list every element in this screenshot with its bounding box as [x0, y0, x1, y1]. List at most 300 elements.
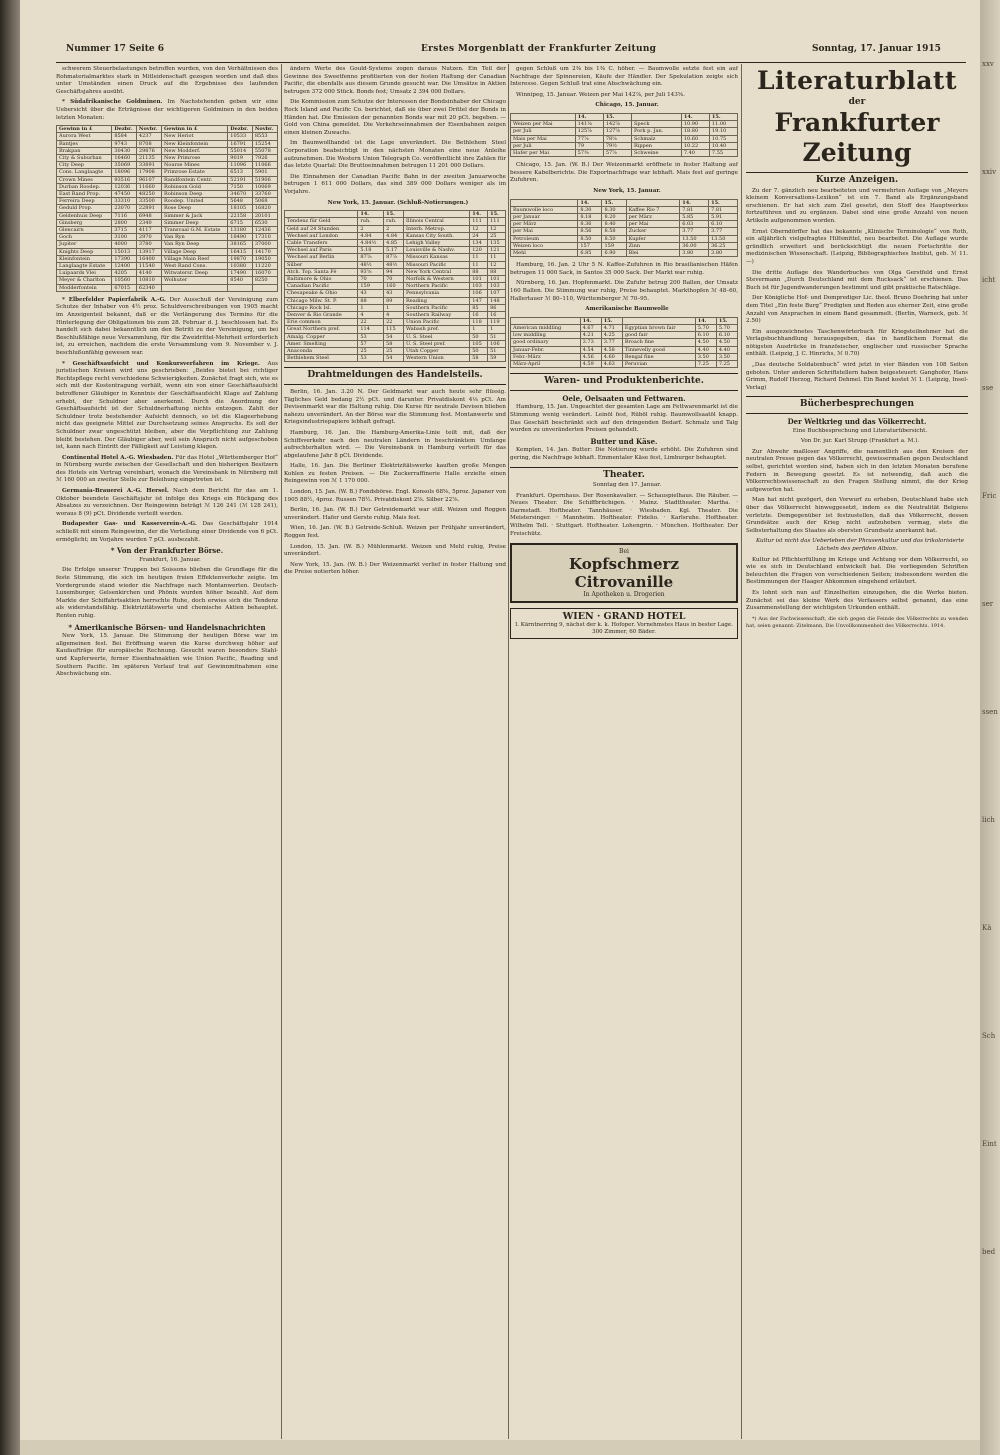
subsection-heading: Oele, Oelsaaten und Fettwaren. — [562, 393, 686, 403]
adjacent-page-snippet: sse — [982, 384, 994, 392]
table-cell: 121 — [488, 247, 506, 254]
table-cell: Louisville & Nashv. — [404, 247, 470, 254]
table-row — [57, 154, 278, 161]
newyork-commodities-table — [510, 199, 738, 258]
table-row — [285, 347, 506, 354]
table-cell: Zinn — [626, 242, 680, 249]
table-cell: 6513 — [228, 169, 253, 176]
article-text: Nach dem Bericht für das am 1. Oktober beendete Geschäftsjahr ist infolge des Kriegs ein Rückgang des Absatzes zu verzeichnen. Der Reingewinn beträgt ℳ 126 241 (ℳ 128 241), woraus 8 (9) pCt. Dividende verteilt werden. — [56, 488, 278, 517]
table-cell: 88 — [470, 268, 488, 275]
table-cell: 57⅞ — [603, 149, 631, 156]
table-cell: Geld auf 24 Stunden — [285, 225, 358, 232]
article-text: Chicago, 15. Jan. (W. B.) Der Weizenmarkt eröffnete in fester Haltung auf bessere Kabelberichte. Die Exportnachfrage war lebhaft. Mais fest auf geringe Zufuhren. — [510, 162, 738, 184]
table-cell: Wechsel auf Paris — [285, 247, 358, 254]
header-rule — [56, 62, 966, 63]
table-cell: 141⅛ — [575, 121, 603, 128]
table-cell: 4.54 — [580, 346, 601, 353]
table-cell: good ordinary — [511, 339, 581, 346]
table-cell: Witwatersr. Deep — [162, 270, 228, 277]
table-cell: Village Main Reef — [162, 255, 228, 262]
table-header-cell — [285, 211, 358, 218]
table-cell: 12 — [470, 225, 488, 232]
table-cell: 25 — [358, 347, 384, 354]
table-row — [511, 213, 738, 220]
table-cell: Weizen per Mai — [511, 121, 576, 128]
table-cell: Baumwolle loco — [511, 206, 578, 213]
table-title: Chicago, 15. Januar. — [595, 102, 659, 109]
table-cell: 35069 — [112, 162, 137, 169]
table-cell: Randfontein Centr. — [162, 176, 228, 183]
table-cell: Illinois Central — [404, 218, 470, 225]
table-cell: 5.85 — [680, 213, 709, 220]
table-row — [285, 355, 506, 362]
article-text: Berlin, 16. Jan. (W. B.) Der Getreidemarkt war still. Weizen und Roggen unverändert. Hafer und Gerste ruhig. Mais fest. — [284, 507, 506, 521]
table-cell: 7116 — [112, 212, 137, 219]
table-cell: 13180 — [228, 227, 253, 234]
theater-listings: Frankfurt. Opernhaus. Der Rosenkavalier. — Schauspielhaus. Die Räuber. — Neues Theater. Die Schiffbrüchigen. · Mainz. Stadttheater. Martha. · Darmstadt. Hoftheater. Tannhäuser. · Wiesbaden. Kgl. Theater. Die Meistersinger. · Mannheim. Hoftheater. Fidelio. · Karlsruhe. Hoftheater. Wilhelm Tell. · Stuttgart. Hoftheater. Lohengrin. · München. Hoftheater. Der Freischütz. — [510, 492, 738, 537]
table-cell: 8.18 — [578, 213, 602, 220]
table-row — [511, 324, 738, 331]
table-cell: 8.40 — [602, 221, 626, 228]
table-cell: City & Suburban — [57, 154, 112, 161]
table-cell: Wechsel auf London — [285, 232, 358, 239]
table-cell: 86 — [488, 304, 506, 311]
table-cell: Januar-Febr. — [511, 346, 581, 353]
section-rule — [746, 396, 968, 397]
table-cell: 33310 — [112, 198, 137, 205]
table-cell: Glencairn — [57, 227, 112, 234]
table-cell: 50 — [470, 333, 488, 340]
table-cell: 22 — [358, 319, 384, 326]
ad-headline: Kopfschmerz — [569, 555, 679, 574]
table-cell: Robinson Deep — [162, 190, 228, 197]
table-cell: Jupiter — [57, 241, 112, 248]
review-author: Von Dr. jur. Karl Strupp (Frankfurt a. M.). — [800, 438, 920, 445]
table-cell: Chicago Rock Isl. — [285, 304, 358, 311]
table-cell: 50 — [470, 347, 488, 354]
table-cell: 7.81 — [680, 206, 709, 213]
table-cell: 120 — [470, 247, 488, 254]
table-cell: 4.59 — [580, 360, 601, 367]
table-cell: 1 — [358, 304, 384, 311]
table-row — [285, 333, 506, 340]
table-cell: 16415 — [228, 248, 253, 255]
table-cell: New Kleinfontein — [162, 140, 228, 147]
table-cell: Interb. Metrop. — [404, 225, 470, 232]
table-cell: Brakpan — [57, 147, 112, 154]
table-cell: Wolhuter — [162, 277, 228, 284]
table-row — [57, 212, 278, 219]
table-cell: 5.70 — [695, 324, 716, 331]
column-divider — [508, 64, 509, 1439]
header-date: Sonntag, 17. Januar 1915 — [812, 44, 941, 54]
table-cell: Pork p. Jan. — [631, 128, 681, 135]
section-heading: Drahtmeldungen des Handelsteils. — [307, 370, 483, 381]
table-cell: Utah Copper — [404, 347, 470, 354]
table-cell: 111 — [488, 218, 506, 225]
table-cell: 101 — [470, 275, 488, 282]
table-cell: 15254 — [252, 140, 277, 147]
table-cell: 10.90 — [681, 121, 709, 128]
article-text: Der Königliche Hof- und Domprediger Lic. theol. Bruno Doehring hat unter dem Titel „Ein feste Burg“ Predigten und Reden aus eherner Zeit, eine große Anzahl von Ansprachen in einem Band gesammelt. (Berlin, Warneck, geb. ℳ 2.50) — [746, 295, 968, 325]
table-cell: 8250 — [252, 277, 277, 284]
table-cell: 57 — [358, 340, 384, 347]
table-cell: 12 — [488, 261, 506, 268]
table-cell: U. S. Steel pref. — [404, 340, 470, 347]
header-masthead: Erstes Morgenblatt der Frankfurter Zeitung — [421, 44, 657, 54]
newyork-quotes-table — [284, 210, 506, 362]
article-text: Im Nachstehenden geben wir eine Uebersicht über die Erträgnisse der wichtigeren Goldminen in den beiden letzten Monaten: — [56, 99, 278, 121]
table-cell: 159 — [358, 283, 384, 290]
table-cell: U. S. Steel — [404, 333, 470, 340]
table-cell: Simmer & Jack — [162, 212, 228, 219]
table-cell: 11220 — [252, 263, 277, 270]
table-header-cell — [626, 199, 680, 206]
article-text — [56, 521, 278, 544]
table-cell: 34670 — [228, 190, 253, 197]
table-cell: 1 — [384, 304, 404, 311]
table-cell: 11 — [488, 254, 506, 261]
article-text: gegen Schluß um 2⅜ bis 1⅜ C. höher. — Baumwolle setzte fest ein auf Nachfrage der Spinnereien, Käufe der Händler. Der Spekulation zeigte sich Interesse. Gegen Schluß trat eine Abschwächung ein. — [510, 66, 738, 88]
table-cell: 5901 — [252, 169, 277, 176]
table-header-cell: 14. — [681, 113, 709, 120]
table-cell: 3100 — [112, 234, 137, 241]
theater-date: Sonntag den 17. Januar. — [592, 482, 662, 489]
table-cell: 48½ — [384, 261, 404, 268]
table-cell: 5.18 — [358, 247, 384, 254]
table-cell: Zucker — [626, 228, 680, 235]
table-cell: Nourse Mines — [162, 162, 228, 169]
table-cell: 7.81 — [709, 206, 738, 213]
table-cell: Rippen — [631, 142, 681, 149]
table-header-cell — [631, 113, 681, 120]
article-text: Der Ausschuß der Vereinigung zum Schutze der Inhaber von 4½ proz. Schuldverschreibungen von 1905 macht im Anzeigenteil bekannt, daß er die Verlängerung des Termins für die Hinterlegung der Obligationen bis zum 28. Februar d. J. beschlossen hat. Es handelt sich dabei bekanntlich um den Betritt zu der Vereinigung, um bei Beschlußfähige neue Versammlung, für die Zweidrittel-Mehrheit erforderlich ist, zu erreichen, nachdem die erste Versammlung vom 9. November v. J. beschlußunfähig gewesen war. — [56, 296, 278, 356]
table-cell: Van Ryn Deep — [162, 241, 228, 248]
table-cell: 148 — [488, 297, 506, 304]
table-cell: Kupfer — [626, 235, 680, 242]
table-row — [285, 311, 506, 318]
table-cell: 135 — [488, 239, 506, 246]
table-header-cell: 14. — [695, 317, 716, 324]
article-text — [56, 99, 278, 122]
adjacent-page-snippet: ssen — [982, 708, 998, 716]
table-cell: 51 — [488, 333, 506, 340]
article-heading: Budapester Gas- und Kasseverein-A.-G. — [62, 521, 197, 528]
table-row — [285, 268, 506, 275]
article-text: London, 15. Jan. (W. B.) Mühlenmarkt. Weizen und Mehl ruhig, Preise unverändert. — [284, 543, 506, 558]
table-cell: Canadian Pacific — [285, 283, 358, 290]
table-row — [57, 140, 278, 147]
table-row — [511, 346, 738, 353]
table-header-cell: Gewinn in £ — [162, 126, 228, 133]
table-row — [57, 227, 278, 234]
table-cell: 8708 — [136, 140, 161, 147]
table-cell: 3.80 — [709, 249, 738, 256]
table-cell: Modderfontein — [57, 284, 112, 291]
table-cell: 4.85 — [384, 239, 404, 246]
table-cell: 20101 — [252, 212, 277, 219]
table-header-cell: Dezbr. — [228, 126, 253, 133]
table-cell: 18.80 — [681, 128, 709, 135]
table-cell: 54 — [384, 333, 404, 340]
table-cell: 8.50 — [578, 235, 602, 242]
table-row — [57, 263, 278, 270]
literaturblatt-masthead — [746, 66, 968, 168]
table-header-cell — [404, 211, 470, 218]
table-cell: 55014 — [228, 147, 253, 154]
table-cell: 19.10 — [709, 128, 737, 135]
table-cell: 79 — [575, 142, 603, 149]
table-cell: 18105 — [228, 205, 253, 212]
table-cell: Schmalz — [631, 135, 681, 142]
table-cell: Geduld Prop. — [57, 205, 112, 212]
table-row — [285, 297, 506, 304]
table-cell: 54 — [384, 355, 404, 362]
table-cell: 25 — [488, 232, 506, 239]
table-cell: 2 — [384, 225, 404, 232]
section-rule — [510, 467, 738, 468]
table-cell: 88 — [358, 297, 384, 304]
table-cell: Reading — [404, 297, 470, 304]
table-cell: 114 — [358, 326, 384, 333]
table-cell: Aurora West — [57, 133, 112, 140]
table-cell: 33760 — [252, 190, 277, 197]
table-row — [285, 254, 506, 261]
table-cell: 11066 — [252, 162, 277, 169]
table-cell: 4 — [384, 311, 404, 318]
table-row — [511, 353, 738, 360]
advertisement-grand-hotel — [510, 608, 738, 639]
article-text — [56, 488, 278, 518]
article-text: Das Geschäftsjahr 1914 schließt mit einem Reingewinn, der die Verteilung einer Dividende von 6 pCt. ermöglicht; im Vorjahre wurden 7 pCt. ausbezahlt. — [56, 521, 278, 543]
table-cell: 8540 — [228, 277, 253, 284]
table-cell: per Juli — [511, 142, 576, 149]
table-cell: 4.40 — [695, 346, 716, 353]
table-row — [57, 270, 278, 277]
table-cell: 157 — [578, 242, 602, 249]
table-header-cell: 14. — [578, 199, 602, 206]
table-cell: Petroleum — [511, 235, 578, 242]
review-subtitle: Eine Buchbesprechung und Literaturübersicht. — [792, 427, 928, 434]
table-cell: 118 — [470, 319, 488, 326]
table-cell: 3715 — [112, 227, 137, 234]
article-heading: * Südafrikanische Goldminen. — [62, 99, 163, 106]
table-cell: 6530 — [252, 219, 277, 226]
table-row — [57, 205, 278, 212]
table-cell: 4.71 — [601, 324, 622, 331]
section-rule — [284, 367, 506, 368]
table-cell — [228, 284, 253, 291]
table-cell: 6.10 — [716, 332, 737, 339]
article-text: Die dritte Auflage des Wanderbuches von Olga Gerstfeld und Ernst Stevermann „Durch Deutschland mit dem Rucksack“ ist erschienen. Das Buch ist für Jugendwanderungen bestimmt und gibt praktische Ratschläge. — [746, 269, 968, 291]
table-cell: 2970 — [136, 234, 161, 241]
table-cell: Goch — [57, 234, 112, 241]
table-row — [285, 239, 506, 246]
table-row — [285, 275, 506, 282]
table-cell: 8.50 — [602, 235, 626, 242]
table-header-cell — [511, 113, 576, 120]
table-cell: Egyptian brown fair — [622, 324, 695, 331]
article-text: Wien, 16. Jan. (W. B.) Getreide-Schluß. Weizen per Frühjahr unverändert, Roggen fest. — [284, 525, 506, 540]
table-header-cell: 15. — [603, 113, 631, 120]
table-cell: 87⅞ — [358, 254, 384, 261]
table-cell: 10069 — [252, 183, 277, 190]
table-cell: Missouri Pacific — [404, 261, 470, 268]
adjacent-page-snippet: Kä — [982, 924, 992, 932]
table-cell: 8584 — [112, 133, 137, 140]
table-header-cell: 14. — [470, 211, 488, 218]
table-cell: Broach fine — [622, 339, 695, 346]
table-row — [511, 206, 738, 213]
article-text: Die Einnahmen der Canadian Pacific Bahn in der zweiten Januarwoche betrugen 1 611 000 Dollars, das sind 389 000 Dollars weniger als im Vorjahre. — [284, 173, 506, 195]
table-cell: Bengal fine — [622, 353, 695, 360]
table-cell: 15013 — [112, 248, 137, 255]
table-cell: 2 — [358, 225, 384, 232]
table-cell: 93⅝ — [358, 268, 384, 275]
table-cell: März-April — [511, 360, 581, 367]
table-cell: 10.40 — [709, 142, 737, 149]
table-cell: 29876 — [136, 147, 161, 154]
table-cell: 11 — [470, 254, 488, 261]
table-cell: 67015 — [112, 284, 137, 291]
table-cell: 1 — [470, 326, 488, 333]
table-row — [57, 183, 278, 190]
table-row — [285, 304, 506, 311]
table-cell: 4.40 — [716, 346, 737, 353]
ad-product-name: Citrovanille — [574, 573, 674, 592]
table-cell: 10.22 — [681, 142, 709, 149]
table-cell: 23070 — [112, 205, 137, 212]
table-cell: 8.20 — [602, 213, 626, 220]
article-heading: Continental Hotel A.-G. Wiesbaden. — [62, 454, 174, 461]
table-row — [57, 284, 278, 291]
table-cell: 11540 — [136, 263, 161, 270]
table-cell: Amer. Smelting — [285, 340, 358, 347]
table-cell: 87⅞ — [384, 254, 404, 261]
table-cell: Kleinfontein — [57, 255, 112, 262]
table-header-cell: Novbr. — [252, 126, 277, 133]
table-cell: good fair — [622, 332, 695, 339]
table-cell: 58 — [384, 340, 404, 347]
table-cell: 3.50 — [695, 353, 716, 360]
table-cell: 47450 — [112, 190, 137, 197]
table-cell: per Mai — [626, 221, 680, 228]
table-cell: Norfolk & Western — [404, 275, 470, 282]
table-cell: 8.30 — [602, 206, 626, 213]
table-cell: Weizen loco — [511, 242, 578, 249]
table-cell: per März — [626, 213, 680, 220]
table-cell: East Rand Prop. — [57, 190, 112, 197]
adjacent-page-edge — [980, 0, 1000, 1455]
article-text: Man hat nicht gezögert, den Vorwurf zu erheben, Deutschland habe sich über das Völkerrecht hinweggesetzt, indem es die Neutralität Belgiens verletzte. Demgegenüber ist festzustellen, daß das Völkerrecht, dessen Grundsätze auch der Krieg nicht aufzuheben vermag, stets die Selbsterhaltung des Staates als obersten Grundsatz anerkannt hat. — [746, 497, 968, 534]
table-cell: 7.25 — [695, 360, 716, 367]
table-cell: Tinnevelly good — [622, 346, 695, 353]
table-cell: 19870 — [228, 255, 253, 262]
adjacent-page-snippet: ser — [982, 600, 994, 608]
article-text: Die Erfolge unserer Truppen bei Soissons blieben die Grundlage für die feste Stimmung, die sich im heutigen freien Effektenverkehr zeigte. Im Vordergrunde stand wieder die Nachfrage nach Montanwerten. Deutsch-Luxemburger, Gelsenkirchen und Phönix wurden höher bezahlt. Auf dem Markte der Schiffahrtsaktien herrschte Ruhe, doch erwies sich die Tendenz als widerstandsfähig. Elektrizitätswerte und chemische Aktien behauptet. Renten ruhig. — [56, 567, 278, 619]
table-cell: 51 — [488, 347, 506, 354]
table-cell: Anaconda — [285, 347, 358, 354]
table-header-cell: 14. — [680, 199, 709, 206]
adjacent-page-snippet: bed — [982, 1248, 996, 1256]
table-cell: Southern Railway — [404, 311, 470, 318]
article-text: Nürnberg, 16. Jan. Hopfenmarkt. Die Zufuhr betrug 200 Ballen, der Umsatz 160 Ballen. Die Stimmung war ruhig, Preise behauptet. Markthopfen ℳ 48–60, Hallertauer ℳ 80–110, Württemberger ℳ 70–95. — [510, 280, 738, 302]
goldmine-table — [56, 125, 278, 292]
adjacent-page-snippet: icht — [982, 276, 996, 284]
table-row — [511, 221, 738, 228]
table-cell: 48250 — [136, 190, 161, 197]
table-cell: 18490 — [228, 234, 253, 241]
table-cell: 13.50 — [709, 235, 738, 242]
section-heading: Waren- und Produktenberichte. — [544, 376, 704, 387]
column-4 — [746, 66, 968, 1426]
table-cell — [162, 284, 228, 291]
table-cell: Mehl — [511, 249, 578, 256]
article-text: Hamburg, 16. Jan. 2 Uhr 5 N. Kaffee-Zufuhren in Rio brasilianischen Häfen betrugen 11 000 Sack, in Santos 35 000 Sack. Der Markt war ruhig. — [510, 262, 738, 276]
table-header-cell: 15. — [601, 317, 622, 324]
table-cell: Crown Mines — [57, 176, 112, 183]
table-cell: 6.10 — [695, 332, 716, 339]
table-cell: 16460 — [112, 154, 137, 161]
table-row — [57, 198, 278, 205]
table-row — [285, 290, 506, 297]
table-cell: 4.58 — [601, 346, 622, 353]
table-cell: 6.10 — [709, 221, 738, 228]
article-text — [56, 455, 278, 485]
table-header-cell: Gewinn in £ — [57, 126, 112, 133]
table-cell: 89 — [384, 297, 404, 304]
section-heading: * Amerikanische Börsen- und Handelsnachrichten — [68, 622, 266, 632]
table-cell: Kaffee Rio 7 — [626, 206, 680, 213]
masthead-line-2: der — [848, 97, 866, 107]
table-header-cell: 15. — [716, 317, 737, 324]
table-cell: 3.77 — [601, 339, 622, 346]
table-cell: Peruvian — [622, 360, 695, 367]
table-cell: 17490 — [228, 270, 253, 277]
table-cell: Transvaal G.M. Estate — [162, 227, 228, 234]
section-rule — [510, 373, 738, 374]
table-cell: 12400 — [112, 263, 137, 270]
article-text: schwerem Steuerbelastungen betroffen wurden, von den Verhältnissen des Rohmaterialmarktes stark in Mitleidenschaft gezogen worden und daß dies unter Umständen einen Druck auf die Ergebnisse des laufenden Geschäftsjahres ausübt. — [56, 66, 278, 95]
section-rule — [746, 172, 968, 173]
table-cell: 11.00 — [709, 121, 737, 128]
table-cell: 17390 — [112, 255, 137, 262]
table-cell: Great Northern pref. — [285, 326, 358, 333]
table-cell: 57⅜ — [575, 149, 603, 156]
table-cell: 16070 — [252, 270, 277, 277]
article-text: ändern Werte des Gould-Systems zogen daraus Nutzen. Ein Teil der Gewinne des Sweetfenno profitierten von der festen Haltung der Canadian Pacific, die ebenfalls aus diesem Grunde gesucht war. Die Umsätze in Aktien betrugen 372 000 Stück. Bonds fest; Umsatz 2 394 000 Dollars. — [284, 66, 506, 95]
table-header-cell: 15. — [709, 199, 738, 206]
table-cell: 79½ — [603, 142, 631, 149]
column-3 — [510, 66, 738, 1426]
table-cell: City Deep — [57, 162, 112, 169]
table-cell — [252, 284, 277, 291]
table-cell: 78⅝ — [603, 135, 631, 142]
table-cell: 4.67 — [580, 324, 601, 331]
table-cell: Ferreira Deep — [57, 198, 112, 205]
table-cell: Speck — [631, 121, 681, 128]
table-cell: American middling — [511, 324, 581, 331]
table-row — [57, 190, 278, 197]
table-cell: 30430 — [112, 147, 137, 154]
table-header-cell — [511, 317, 581, 324]
table-cell: 107 — [488, 290, 506, 297]
table-cell: Robinson Gold — [162, 183, 228, 190]
article-heading: * Geschäftsaufsicht und Konkursverfahren im Kriege. — [62, 360, 260, 367]
header-issue-number: Nummer 17 Seite 6 — [66, 44, 164, 54]
masthead-line-1: Literaturblatt — [756, 66, 958, 95]
table-row — [57, 133, 278, 140]
